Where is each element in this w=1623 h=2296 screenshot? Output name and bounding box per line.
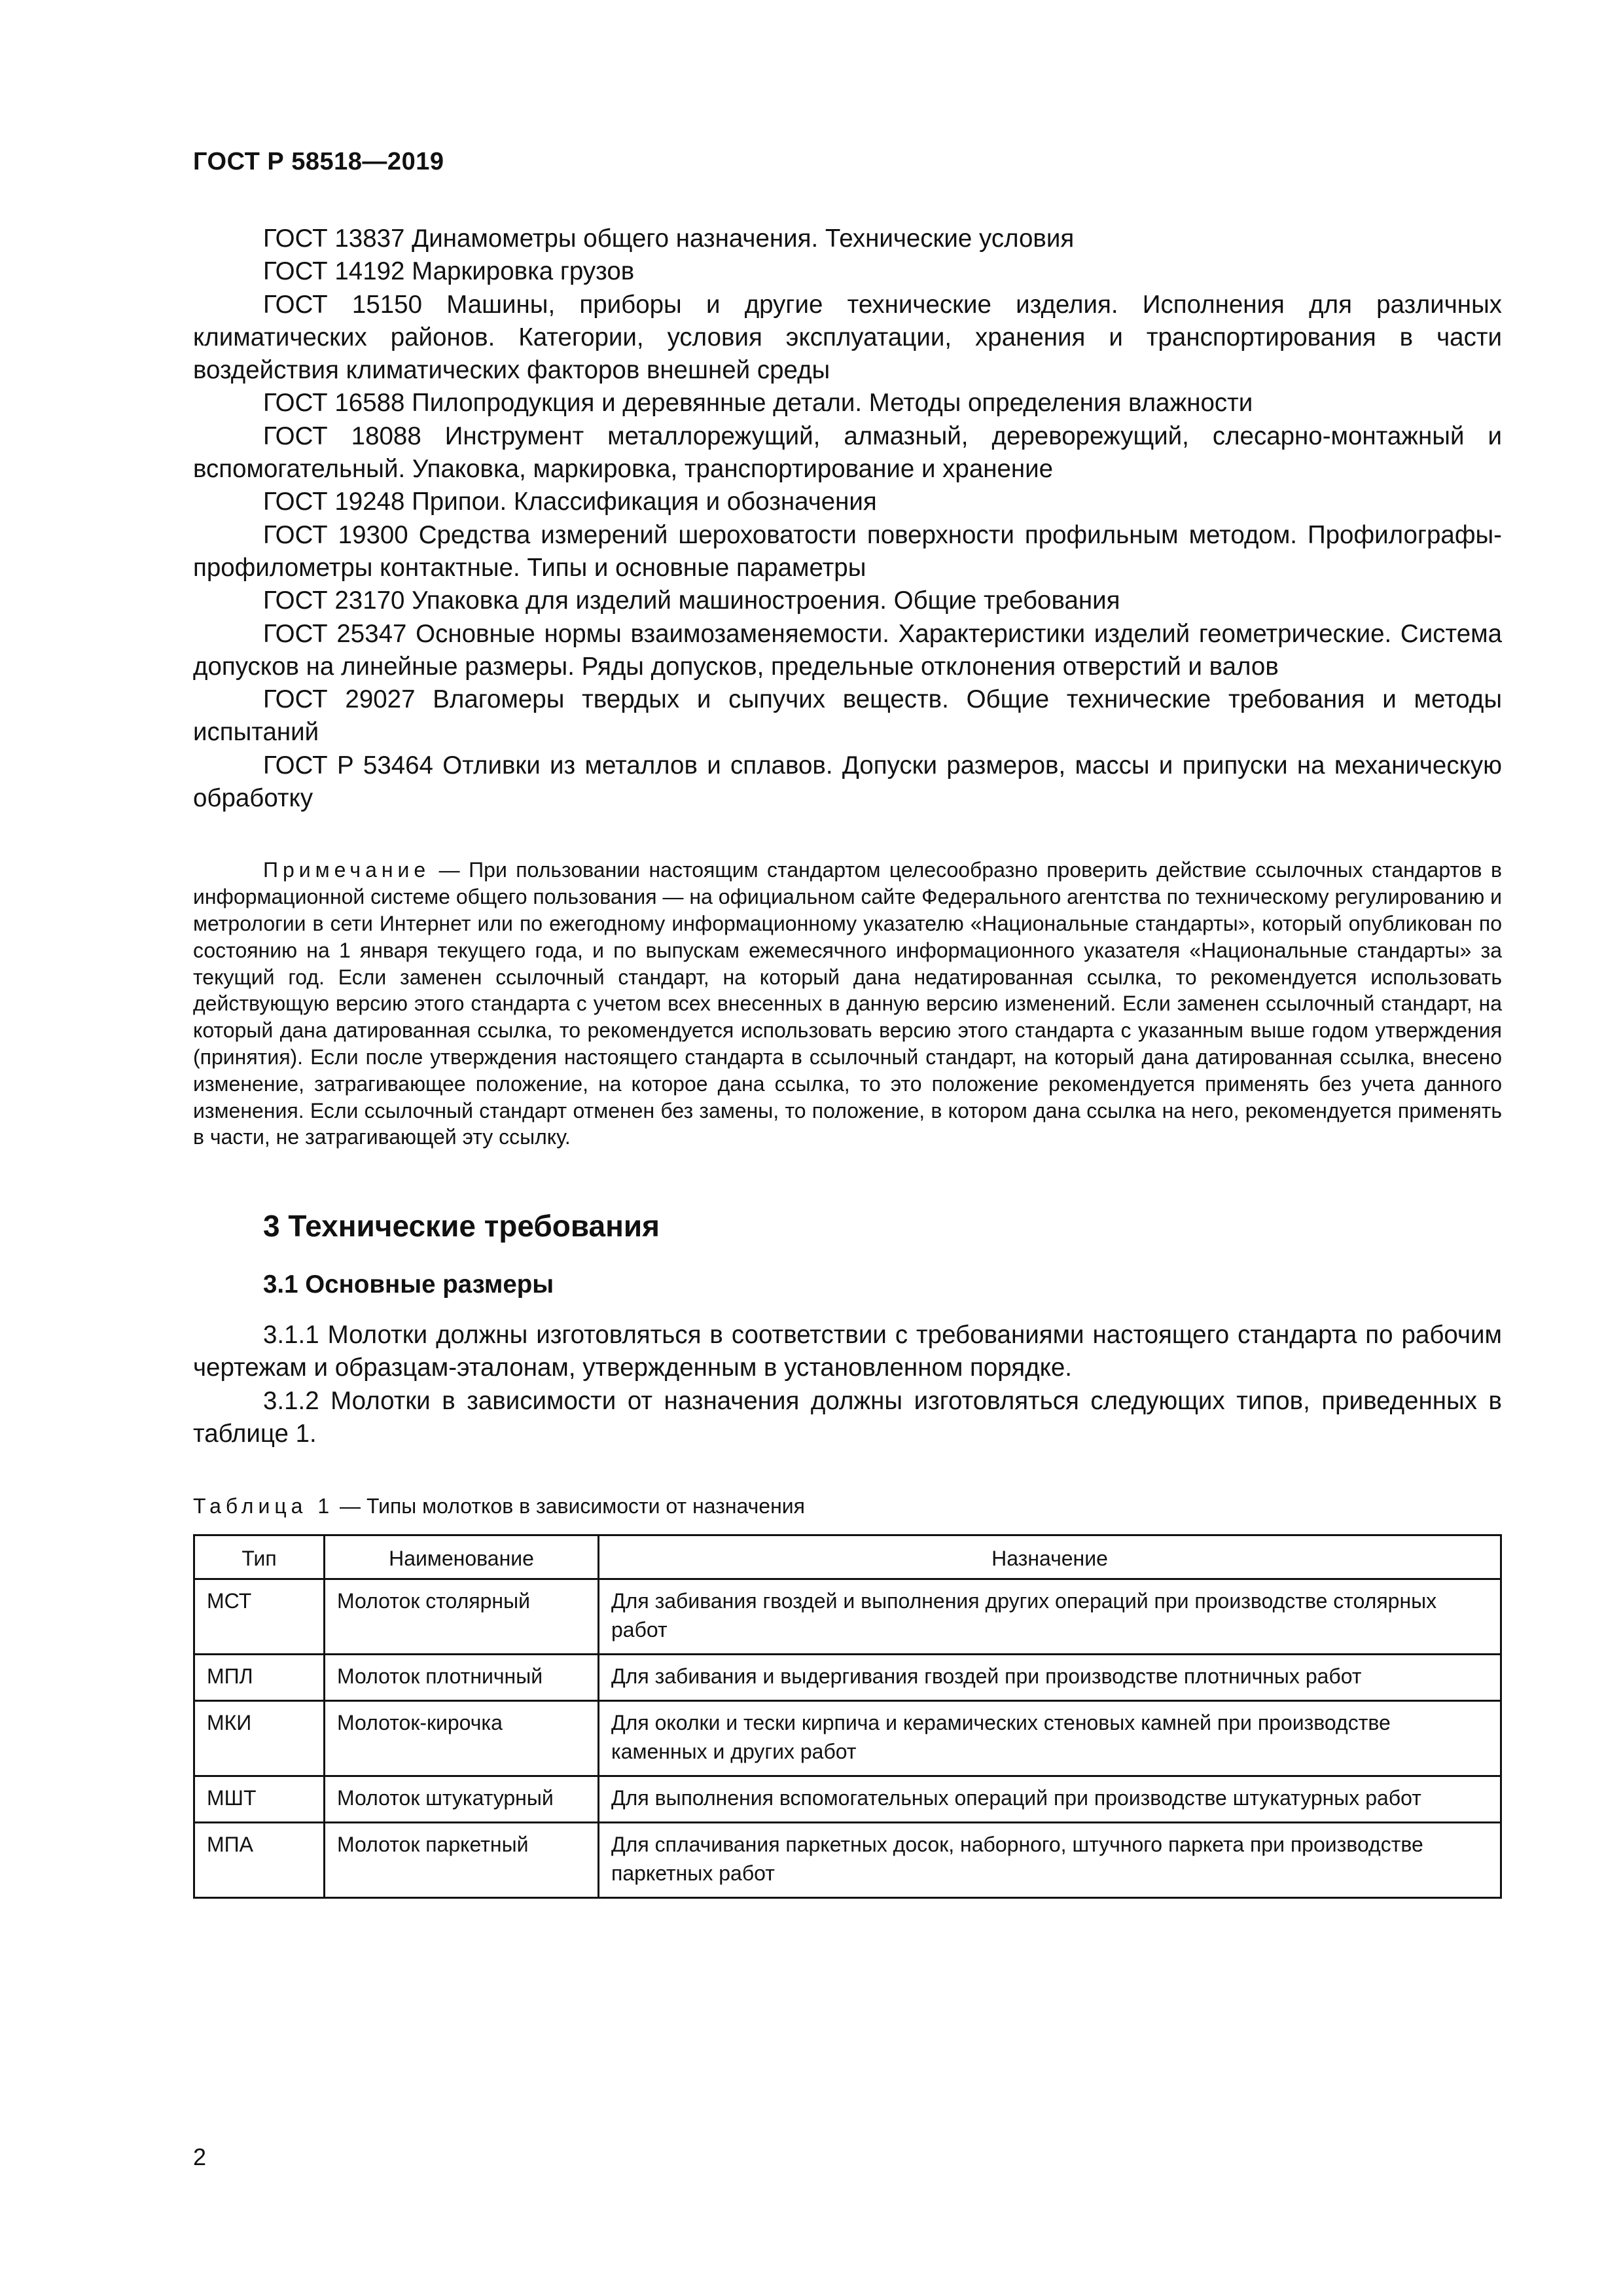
page-number: 2 xyxy=(193,2144,207,2170)
page-content xyxy=(193,223,1502,1899)
type-cell: МПА xyxy=(194,1823,325,1898)
normative-references xyxy=(193,223,1502,815)
column-header: Наименование xyxy=(325,1535,599,1579)
column-header: Тип xyxy=(194,1535,325,1579)
name-cell: Молоток штукатурный xyxy=(325,1776,599,1823)
reference-item: ГОСТ 23170 Упаковка для изделий машиностроения. Общие требования xyxy=(263,586,1120,615)
subsection-title: 3.1 Основные размеры xyxy=(263,1270,554,1299)
column-header: Назначение xyxy=(599,1535,1501,1579)
reference-item: ГОСТ 13837 Динамометры общего назначения. Технические условия xyxy=(263,224,1075,253)
table-row xyxy=(194,1823,1501,1898)
type-cell: МШТ xyxy=(194,1776,325,1823)
purpose-cell: Для выполнения вспомогательных операций при производстве штукатурных работ xyxy=(599,1776,1501,1823)
table-row xyxy=(194,1776,1501,1823)
purpose-cell: Для забивания гвоздей и выполнения других операций при производстве столярных работ xyxy=(599,1579,1501,1655)
table-caption-label: Таблица 1 xyxy=(193,1494,334,1518)
clause-paragraph: 3.1.2 Молотки в зависимости от назначения должны изготовляться следующих типов, приведенных в таблице 1. xyxy=(193,1386,1502,1448)
purpose-cell: Для сплачивания паркетных досок, наборного, штучного паркета при производстве паркетных работ xyxy=(599,1823,1501,1898)
name-cell: Молоток паркетный xyxy=(325,1823,599,1898)
hammer-types-table xyxy=(193,1534,1502,1899)
reference-item: ГОСТ 29027 Влагомеры твердых и сыпучих веществ. Общие технические требования и методы испытаний xyxy=(193,685,1502,747)
section-title: 3 Технические требования xyxy=(263,1209,660,1244)
table-header-row xyxy=(194,1535,1501,1579)
reference-item: ГОСТ 16588 Пилопродукция и деревянные детали. Методы определения влажности xyxy=(263,389,1253,418)
table-caption xyxy=(193,1492,1502,1520)
reference-item: ГОСТ 18088 Инструмент металлорежущий, алмазный, дереворежущий, слесарно-монтажный и вспомогательный. Упаковка, маркировка, транспортирование и хранение xyxy=(193,422,1502,484)
name-cell: Молоток столярный xyxy=(325,1579,599,1655)
type-cell: МСТ xyxy=(194,1579,325,1655)
reference-item: ГОСТ 25347 Основные нормы взаимозаменяемости. Характеристики изделий геометрические. Система допусков на линейные размеры. Ряды допусков, предельные отклонения отверстий и валов xyxy=(193,619,1502,681)
table-row xyxy=(194,1701,1501,1776)
note-text: — При пользовании настоящим стандартом целесообразно проверить действие ссылочных стандартов в информационной системе общего пользования — на официальном сайте Федерального агентства по техническому регулированию и метрологии в сети Интернет или по ежегодному информационному указателю «Национальные стандарты», который опубликован по состоянию на 1 января текущего года, и по выпускам ежемесячного информационного указателя «Национальные стандарты» за текущий год. Если заменен ссылочный стандарт, на который дана недатированная ссылка, то рекомендуется использовать действующую версию этого стандарта с учетом всех внесенных в данную версию изменений. Если заменен ссылочный стандарт, на который дана датированная ссылка, то рекомендуется использовать версию этого стандарта с указанным выше годом утверждения (принятия). Если после утверждения настоящего стандарта в ссылочный стандарт, на который дана датированная ссылка, внесено изменение, затрагивающее положение, на которое дана ссылка, то это положение рекомендуется применять без учета данного изменения. Если ссылочный стандарт отменен без замены, то положение, в котором дана ссылка на него, рекомендуется применять в части, не затрагивающей эту ссылку. xyxy=(193,858,1502,1149)
purpose-cell: Для околки и тески кирпича и керамических стеновых камней при производстве каменных и других работ xyxy=(599,1701,1501,1776)
purpose-cell: Для забивания и выдергивания гвоздей при производстве плотничных работ xyxy=(599,1655,1501,1701)
note-label: Примечание xyxy=(263,858,431,882)
standard-designation: ГОСТ Р 58518—2019 xyxy=(193,148,444,175)
table-caption-text: — Типы молотков в зависимости от назначения xyxy=(334,1494,805,1518)
reference-item: ГОСТ 15150 Машины, приборы и другие технические изделия. Исполнения для различных климатических районов. Категории, условия эксплуатации, хранения и транспортирования в части воздействия климатических факторов внешней среды xyxy=(193,290,1502,385)
type-cell: МКИ xyxy=(194,1701,325,1776)
name-cell: Молоток плотничный xyxy=(325,1655,599,1701)
table-row xyxy=(194,1579,1501,1655)
table-row xyxy=(194,1655,1501,1701)
name-cell: Молоток-кирочка xyxy=(325,1701,599,1776)
type-cell: МПЛ xyxy=(194,1655,325,1701)
note-paragraph xyxy=(193,857,1502,1151)
reference-item: ГОСТ 19300 Средства измерений шероховатости поверхности профильным методом. Профилографы-профилометры контактные. Типы и основные параметры xyxy=(193,520,1502,582)
clause-paragraph: 3.1.1 Молотки должны изготовляться в соответствии с требованиями настоящего стандарта по рабочим чертежам и образцам-эталонам, утвержденным в установленном порядке. xyxy=(193,1321,1502,1382)
reference-item: ГОСТ Р 53464 Отливки из металлов и сплавов. Допуски размеров, массы и припуски на механическую обработку xyxy=(193,751,1502,813)
section-body xyxy=(193,1319,1502,1450)
reference-item: ГОСТ 14192 Маркировка грузов xyxy=(263,257,635,286)
reference-item: ГОСТ 19248 Припои. Классификация и обозначения xyxy=(263,488,877,516)
